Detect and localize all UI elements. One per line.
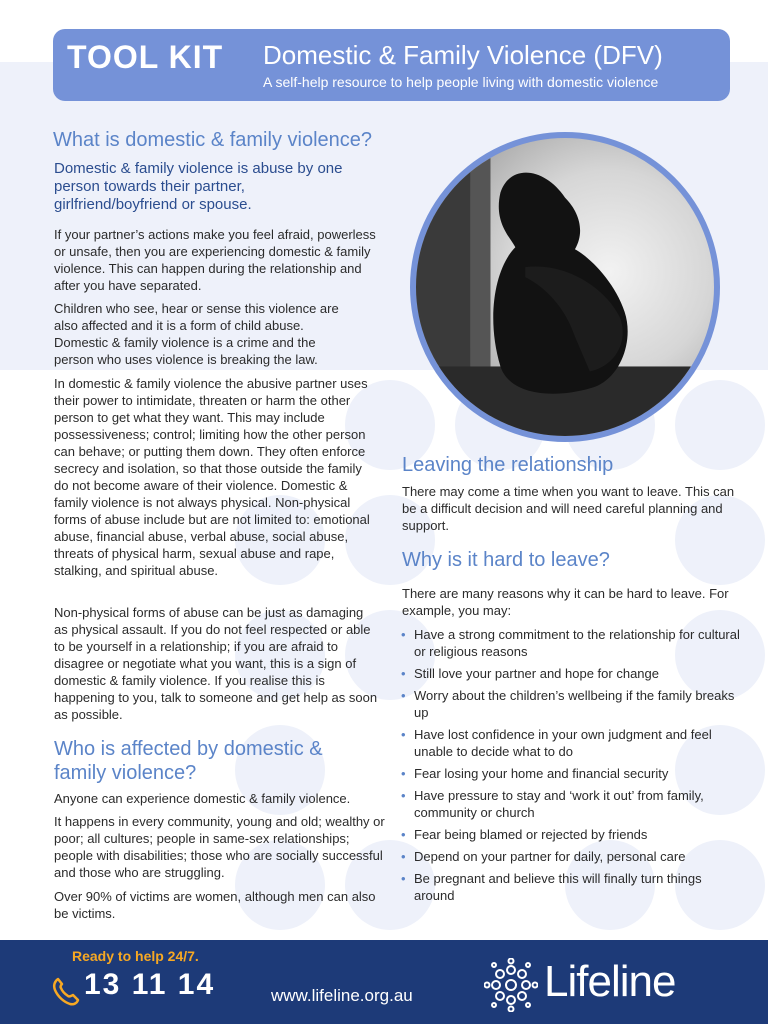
list-item: • Have pressure to stay and ‘work it out’ from family, community or church xyxy=(401,788,704,820)
list-item: • Fear losing your home and financial security xyxy=(401,766,669,781)
bullet-dot-icon: • xyxy=(401,849,406,864)
affected-heading: Who is affected by domestic & family violence? xyxy=(54,738,323,784)
lifeline-logo-icon xyxy=(484,958,538,1012)
bullet-dot-icon: • xyxy=(401,766,406,781)
what-is-heading: What is domestic & family violence? xyxy=(53,129,373,151)
hard-intro: There are many reasons why it can be hard to leave. For example, you may: xyxy=(402,586,729,618)
what-is-lead: Domestic & family violence is abuse by one person towards their partner, girlfriend/boyfriend or spouse. xyxy=(54,160,343,213)
lifeline-logo-text: Lifeline xyxy=(544,957,676,1006)
bullet-dot-icon: • xyxy=(401,788,406,803)
ready-tagline: Ready to help 24/7. xyxy=(72,948,199,964)
bullet-dot-icon: • xyxy=(401,666,406,681)
bullet-dot-icon: • xyxy=(401,627,406,642)
bullet-dot-icon: • xyxy=(401,871,406,886)
list-item: • Worry about the children’s wellbeing if the family breaks up xyxy=(401,688,735,720)
leaving-heading: Leaving the relationship xyxy=(402,454,614,476)
page-subtitle: A self-help resource to help people living with domestic violence xyxy=(263,74,659,90)
toolkit-label: TOOL KIT xyxy=(67,39,224,75)
phone-icon xyxy=(50,975,82,1007)
hard-heading: Why is it hard to leave? xyxy=(402,549,610,571)
woman-sitting-silhouette-photo xyxy=(410,132,720,442)
list-item: • Have a strong commitment to the relationship for cultural or religious reasons xyxy=(401,627,740,659)
bullet-dot-icon: • xyxy=(401,727,406,742)
affected-paragraph-2: It happens in every community, young and old; wealthy or poor; all cultures; people in same-sex relationships; people with disabilities; those who are socially successful and those who are struggling. xyxy=(54,814,385,880)
list-item: • Have lost confidence in your own judgment and feel unable to decide what to do xyxy=(401,727,712,759)
list-item: • Depend on your partner for daily, personal care xyxy=(401,849,686,864)
what-is-paragraph-3: In domestic & family violence the abusive partner uses their power to intimidate, threaten or harm the other person to get what they want. This may include possessiveness; control; limiting how the other person can behave; or putting them down. They often enforce secrecy and isolation, so that those outside the family do not become aware of their violence. Domestic & family violence is not always physical. Non-physical forms of abuse include but are not limited to: emotional abuse, financial abuse, verbal abuse, social abuse, threats of physical harm, sexual abuse and rape, stalking, and spiritual abuse. xyxy=(54,376,370,578)
bullet-dot-icon: • xyxy=(401,688,406,703)
helpline-number[interactable]: 13 11 14 xyxy=(84,968,216,1001)
toolkit-header xyxy=(53,29,730,101)
list-item: • Still love your partner and hope for change xyxy=(401,666,659,681)
website-link[interactable]: www.lifeline.org.au xyxy=(271,986,413,1005)
what-is-paragraph-1: If your partner’s actions make you feel afraid, powerless or unsafe, then you are experiencing domestic & family violence. This can happen during the relationship and after you have separated. xyxy=(54,227,376,293)
what-is-paragraph-4: Non-physical forms of abuse can be just as damaging as physical assault. If you do not feel respected or able to be yourself in a relationship; if you are afraid to disagree or negotiate what you want, this is a sign of domestic & family violence. If you realise this is happening to you, talk to someone and get help as soon as possible. xyxy=(54,605,378,722)
what-is-paragraph-2: Children who see, hear or sense this violence are also affected and it is a form of child abuse. Domestic & family violence is a crime and the person who uses violence is breaking the law. xyxy=(54,301,339,367)
list-item: • Be pregnant and believe this will finally turn things around xyxy=(401,871,702,903)
leaving-paragraph: There may come a time when you want to leave. This can be a difficult decision and will need careful planning and support. xyxy=(402,484,735,533)
affected-paragraph-1: Anyone can experience domestic & family violence. xyxy=(54,791,351,806)
reasons-list xyxy=(401,626,741,909)
bullet-dot-icon: • xyxy=(401,827,406,842)
page-title: Domestic & Family Violence (DFV) xyxy=(263,40,663,70)
affected-paragraph-3: Over 90% of victims are women, although men can also be victims. xyxy=(54,889,376,921)
footer-banner xyxy=(0,940,768,1024)
list-item: • Fear being blamed or rejected by friends xyxy=(401,827,648,842)
